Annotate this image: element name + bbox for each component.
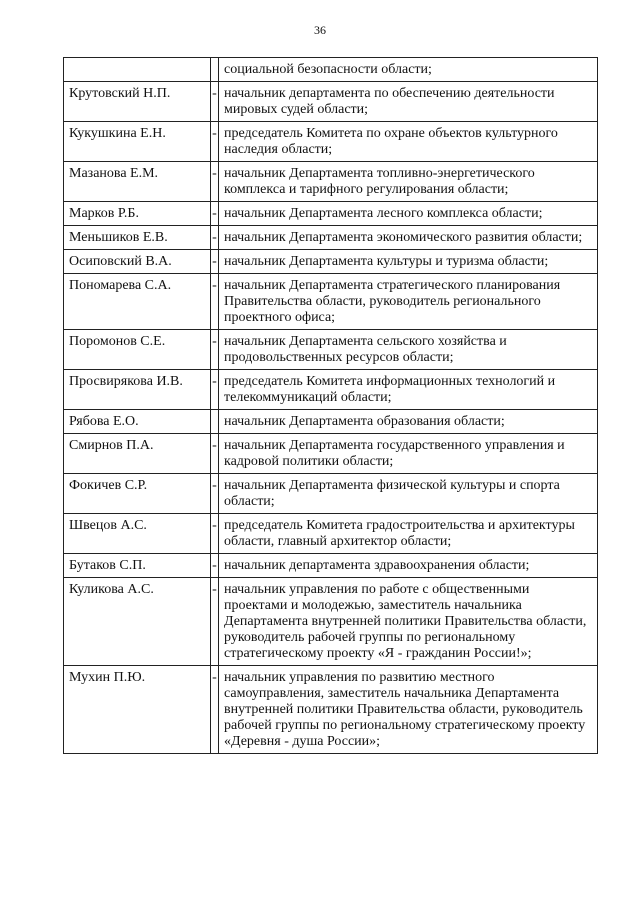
dash-separator: - [211, 250, 219, 274]
member-name: Крутовский Н.П. [64, 82, 211, 122]
dash-separator: - [211, 274, 219, 330]
table-row [64, 162, 598, 202]
member-name: Куликова А.С. [64, 578, 211, 666]
member-position: социальной безопасности области; [219, 58, 598, 82]
dash-separator: - [211, 202, 219, 226]
member-name: Пономарева С.А. [64, 274, 211, 330]
member-position: начальник Департамента образования области; [219, 410, 598, 434]
member-position: начальник Департамента физической культуры и спорта области; [219, 474, 598, 514]
member-position: начальник управления по развитию местного самоуправления, заместитель начальника Департамента внутренней политики Правительства области, руководитель рабочей группы по региональному стратегическому проекту «Деревня - душа России»; [219, 666, 598, 754]
table-row [64, 554, 598, 578]
member-position: начальник Департамента экономического развития области; [219, 226, 598, 250]
page-number: 36 [314, 23, 326, 37]
table-row [64, 474, 598, 514]
member-name: Мазанова Е.М. [64, 162, 211, 202]
member-position: начальник Департамента топливно-энергетического комплекса и тарифного регулирования области; [219, 162, 598, 202]
table-row [64, 274, 598, 330]
table-row [64, 578, 598, 666]
member-name: Осиповский В.А. [64, 250, 211, 274]
dash-separator: - [211, 226, 219, 250]
member-name [64, 58, 211, 82]
member-position: начальник Департамента сельского хозяйства и продовольственных ресурсов области; [219, 330, 598, 370]
member-position: начальник департамента здравоохранения области; [219, 554, 598, 578]
dash-separator: - [211, 554, 219, 578]
member-name: Смирнов П.А. [64, 434, 211, 474]
member-position: председатель Комитета градостроительства и архитектуры области, главный архитектор области; [219, 514, 598, 554]
member-position: начальник управления по работе с общественными проектами и молодежью, заместитель начальника Департамента внутренней политики Правительства области, руководитель рабочей группы по региональному стратегическому проекту «Я - гражданин России!»; [219, 578, 598, 666]
table-row [64, 370, 598, 410]
dash-separator: - [211, 370, 219, 410]
member-name: Фокичев С.Р. [64, 474, 211, 514]
dash-separator: - [211, 330, 219, 370]
dash-separator: - [211, 666, 219, 754]
table-row [64, 666, 598, 754]
table-row [64, 330, 598, 370]
member-position: председатель Комитета информационных технологий и телекоммуникаций области; [219, 370, 598, 410]
member-name: Марков Р.Б. [64, 202, 211, 226]
dash-separator [211, 410, 219, 434]
member-name: Рябова Е.О. [64, 410, 211, 434]
member-position: начальник Департамента культуры и туризма области; [219, 250, 598, 274]
table-row [64, 434, 598, 474]
table-row [64, 58, 598, 82]
table-row [64, 410, 598, 434]
dash-separator: - [211, 82, 219, 122]
member-position: начальник Департамента стратегического планирования Правительства области, руководитель регионального проектного офиса; [219, 274, 598, 330]
member-roster-table [63, 57, 598, 754]
table-row [64, 514, 598, 554]
member-name: Бутаков С.П. [64, 554, 211, 578]
member-name: Меньшиков Е.В. [64, 226, 211, 250]
member-position: начальник Департамента государственного управления и кадровой политики области; [219, 434, 598, 474]
member-position: начальник Департамента лесного комплекса области; [219, 202, 598, 226]
member-name: Просвирякова И.В. [64, 370, 211, 410]
dash-separator: - [211, 578, 219, 666]
member-name: Швецов А.С. [64, 514, 211, 554]
dash-separator: - [211, 434, 219, 474]
dash-separator: - [211, 162, 219, 202]
table-row [64, 122, 598, 162]
member-name: Мухин П.Ю. [64, 666, 211, 754]
table-row [64, 82, 598, 122]
dash-separator: - [211, 514, 219, 554]
dash-separator: - [211, 122, 219, 162]
table-row [64, 226, 598, 250]
member-position: начальник департамента по обеспечению деятельности мировых судей области; [219, 82, 598, 122]
table-row [64, 250, 598, 274]
dash-separator: - [211, 474, 219, 514]
member-name: Поромонов С.Е. [64, 330, 211, 370]
member-position: председатель Комитета по охране объектов культурного наследия области; [219, 122, 598, 162]
dash-separator [211, 58, 219, 82]
member-name: Кукушкина Е.Н. [64, 122, 211, 162]
table-row [64, 202, 598, 226]
